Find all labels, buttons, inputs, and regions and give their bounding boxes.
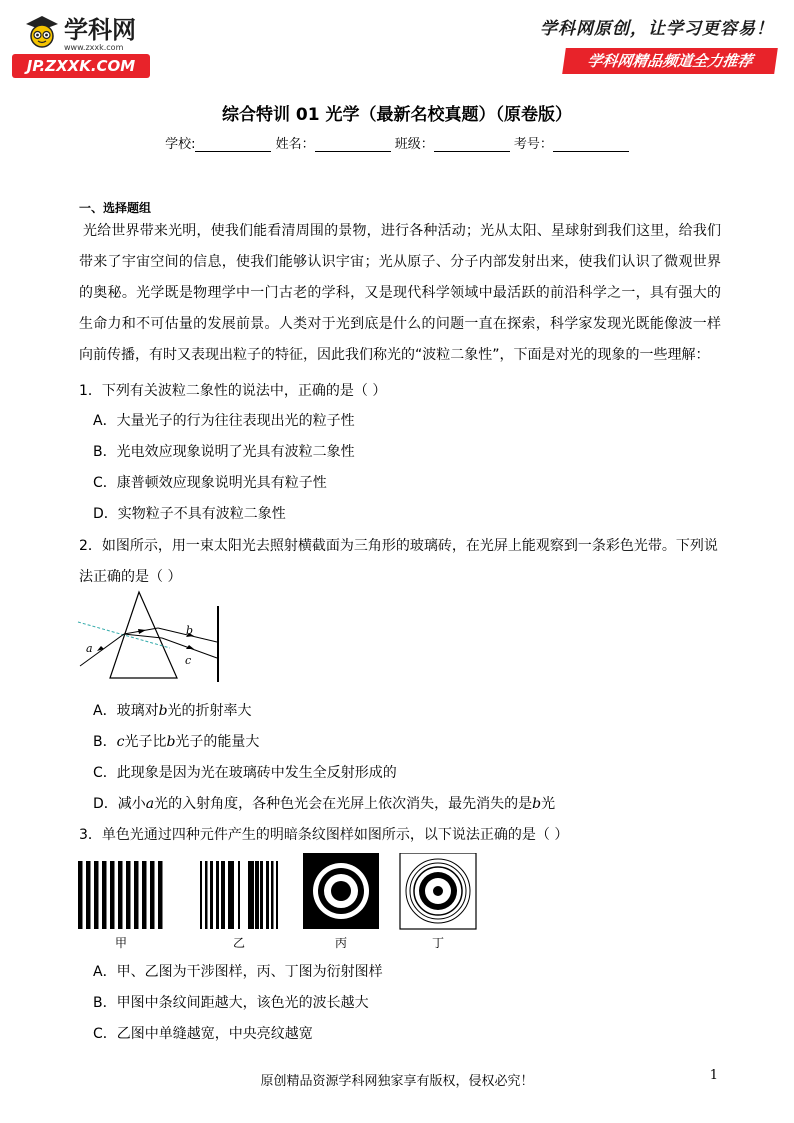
stripe [228,861,234,929]
stripe [142,861,147,929]
section-heading: 一、选择题组 [79,201,152,215]
stripe [238,861,240,929]
q3-option-b: B．甲图中条纹间距越大，该色光的波长越大 [93,995,369,1011]
intro-paragraph: 光给世界带来光明，使我们能看清周围的景物，进行各种活动；光从太阳、星球射到我们这里，给我们带来了宇宙空间的信息，使我们能够认识宇宙；光从原子、分子内部发射出来，使我们认识了微观世界的奥秘。光学既是物理学中一门古老的学科，又是现代科学领域中最活跃的前沿科学之一，具有强大的生命力和不可估量的发展前景。人类对于光到底是什么的问题一直在探索，科学家发现光既能像波一样向前传播，有时又表现出粒子的特征，因此我们称光的“波粒二象性”，下面是对光的现象的一些理解： [79,223,721,363]
stripe [210,861,213,929]
document-title: 综合特训 01 光学（最新名校真题）（原卷版） [222,105,572,125]
q2-stem-line2: 法正确的是（ ） [79,569,182,585]
q1-option-b: B．光电效应现象说明了光具有波粒二象性 [93,444,355,460]
exam-number-label: 考号： [513,137,553,152]
stripe [86,861,91,929]
stripe [248,861,254,929]
fringe-patterns-figure [78,853,478,951]
pattern-label-ding: 丁 [431,936,445,950]
q3-option-c: C．乙图中单缝越宽，中央亮纹越宽 [93,1026,313,1042]
logo [12,10,152,78]
pattern-label-yi: 乙 [232,936,246,950]
prism-triangle [110,592,177,678]
pattern-yi [200,861,278,929]
stripe [266,861,269,929]
stripe [221,861,225,929]
stripe [118,861,123,929]
stripe [134,861,139,929]
class-blank[interactable] [434,138,510,152]
label-a: a [86,642,93,655]
stripe [205,861,208,929]
stripe [94,861,99,929]
school-label: 学校: [165,137,196,152]
q1-option-a: A．大量光子的行为往往表现出光的粒子性 [93,413,355,429]
stripe [126,861,131,929]
pattern-bing [303,853,379,929]
footer-copyright: 原创精品资源学科网独家享有版权，侵权必究！ [260,1074,534,1089]
prism-figure [76,590,224,682]
label-b: b [186,624,194,637]
q2-option-d: D．减小a光的入射角度，各种色光会在光屏上依次消失，最先消失的是b光 [93,796,556,812]
class-label: 班级： [394,137,434,152]
logo-url: www.zxxk.com [64,43,124,52]
logo-banner[interactable]: JP.ZXXK.COM [12,54,150,78]
label-c: c [185,654,192,667]
stripe [276,861,278,929]
stripe [150,861,155,929]
pattern-label-jia: 甲 [114,936,128,950]
pattern-ding [400,853,476,929]
exam-number-blank[interactable] [553,138,629,152]
logo-text: 学科网 [64,16,136,44]
q1-option-d: D．实物粒子不具有波粒二象性 [93,506,286,522]
stripe [110,861,115,929]
q1-option-c: C．康普顿效应现象说明光具有粒子性 [93,475,327,491]
name-label: 姓名： [275,137,315,152]
q3-option-a: A．甲、乙图为干涉图样，丙、丁图为衍射图样 [93,964,383,980]
slogan: 学科网原创，让学习更容易！ [540,19,774,39]
pattern-label-bing: 丙 [334,936,348,950]
q2-stem-line1: 2．如图所示，用一束太阳光去照射横截面为三角形的玻璃砖，在光屏上能观察到一条彩色光带。下列说 [79,538,718,554]
school-blank[interactable] [195,138,271,152]
q2-option-b: B．c光子比b光子的能量大 [93,734,260,750]
q3-stem: 3．单色光通过四种元件产生的明暗条纹图样如图所示，以下说法正确的是（ ） [79,827,569,843]
stripe [216,861,219,929]
q2-option-c: C．此现象是因为光在玻璃砖中发生全反射形成的 [93,765,397,781]
stripe [78,861,83,929]
stripe [158,861,163,929]
name-blank[interactable] [315,138,391,152]
stripe [260,861,263,929]
student-info-line [0,133,794,152]
q1-stem: 1．下列有关波粒二象性的说法中，正确的是（ ） [79,383,387,399]
stripe [255,861,259,929]
q2-option-a: A．玻璃对b光的折射率大 [93,703,252,719]
stripe [271,861,274,929]
recommend-banner[interactable]: 学科网精品频道全力推荐 [562,48,778,74]
page-number: 1 [709,1068,718,1083]
stripe [102,861,107,929]
pattern-jia [78,861,163,929]
mascot-icon [22,10,62,50]
stripe [200,861,202,929]
